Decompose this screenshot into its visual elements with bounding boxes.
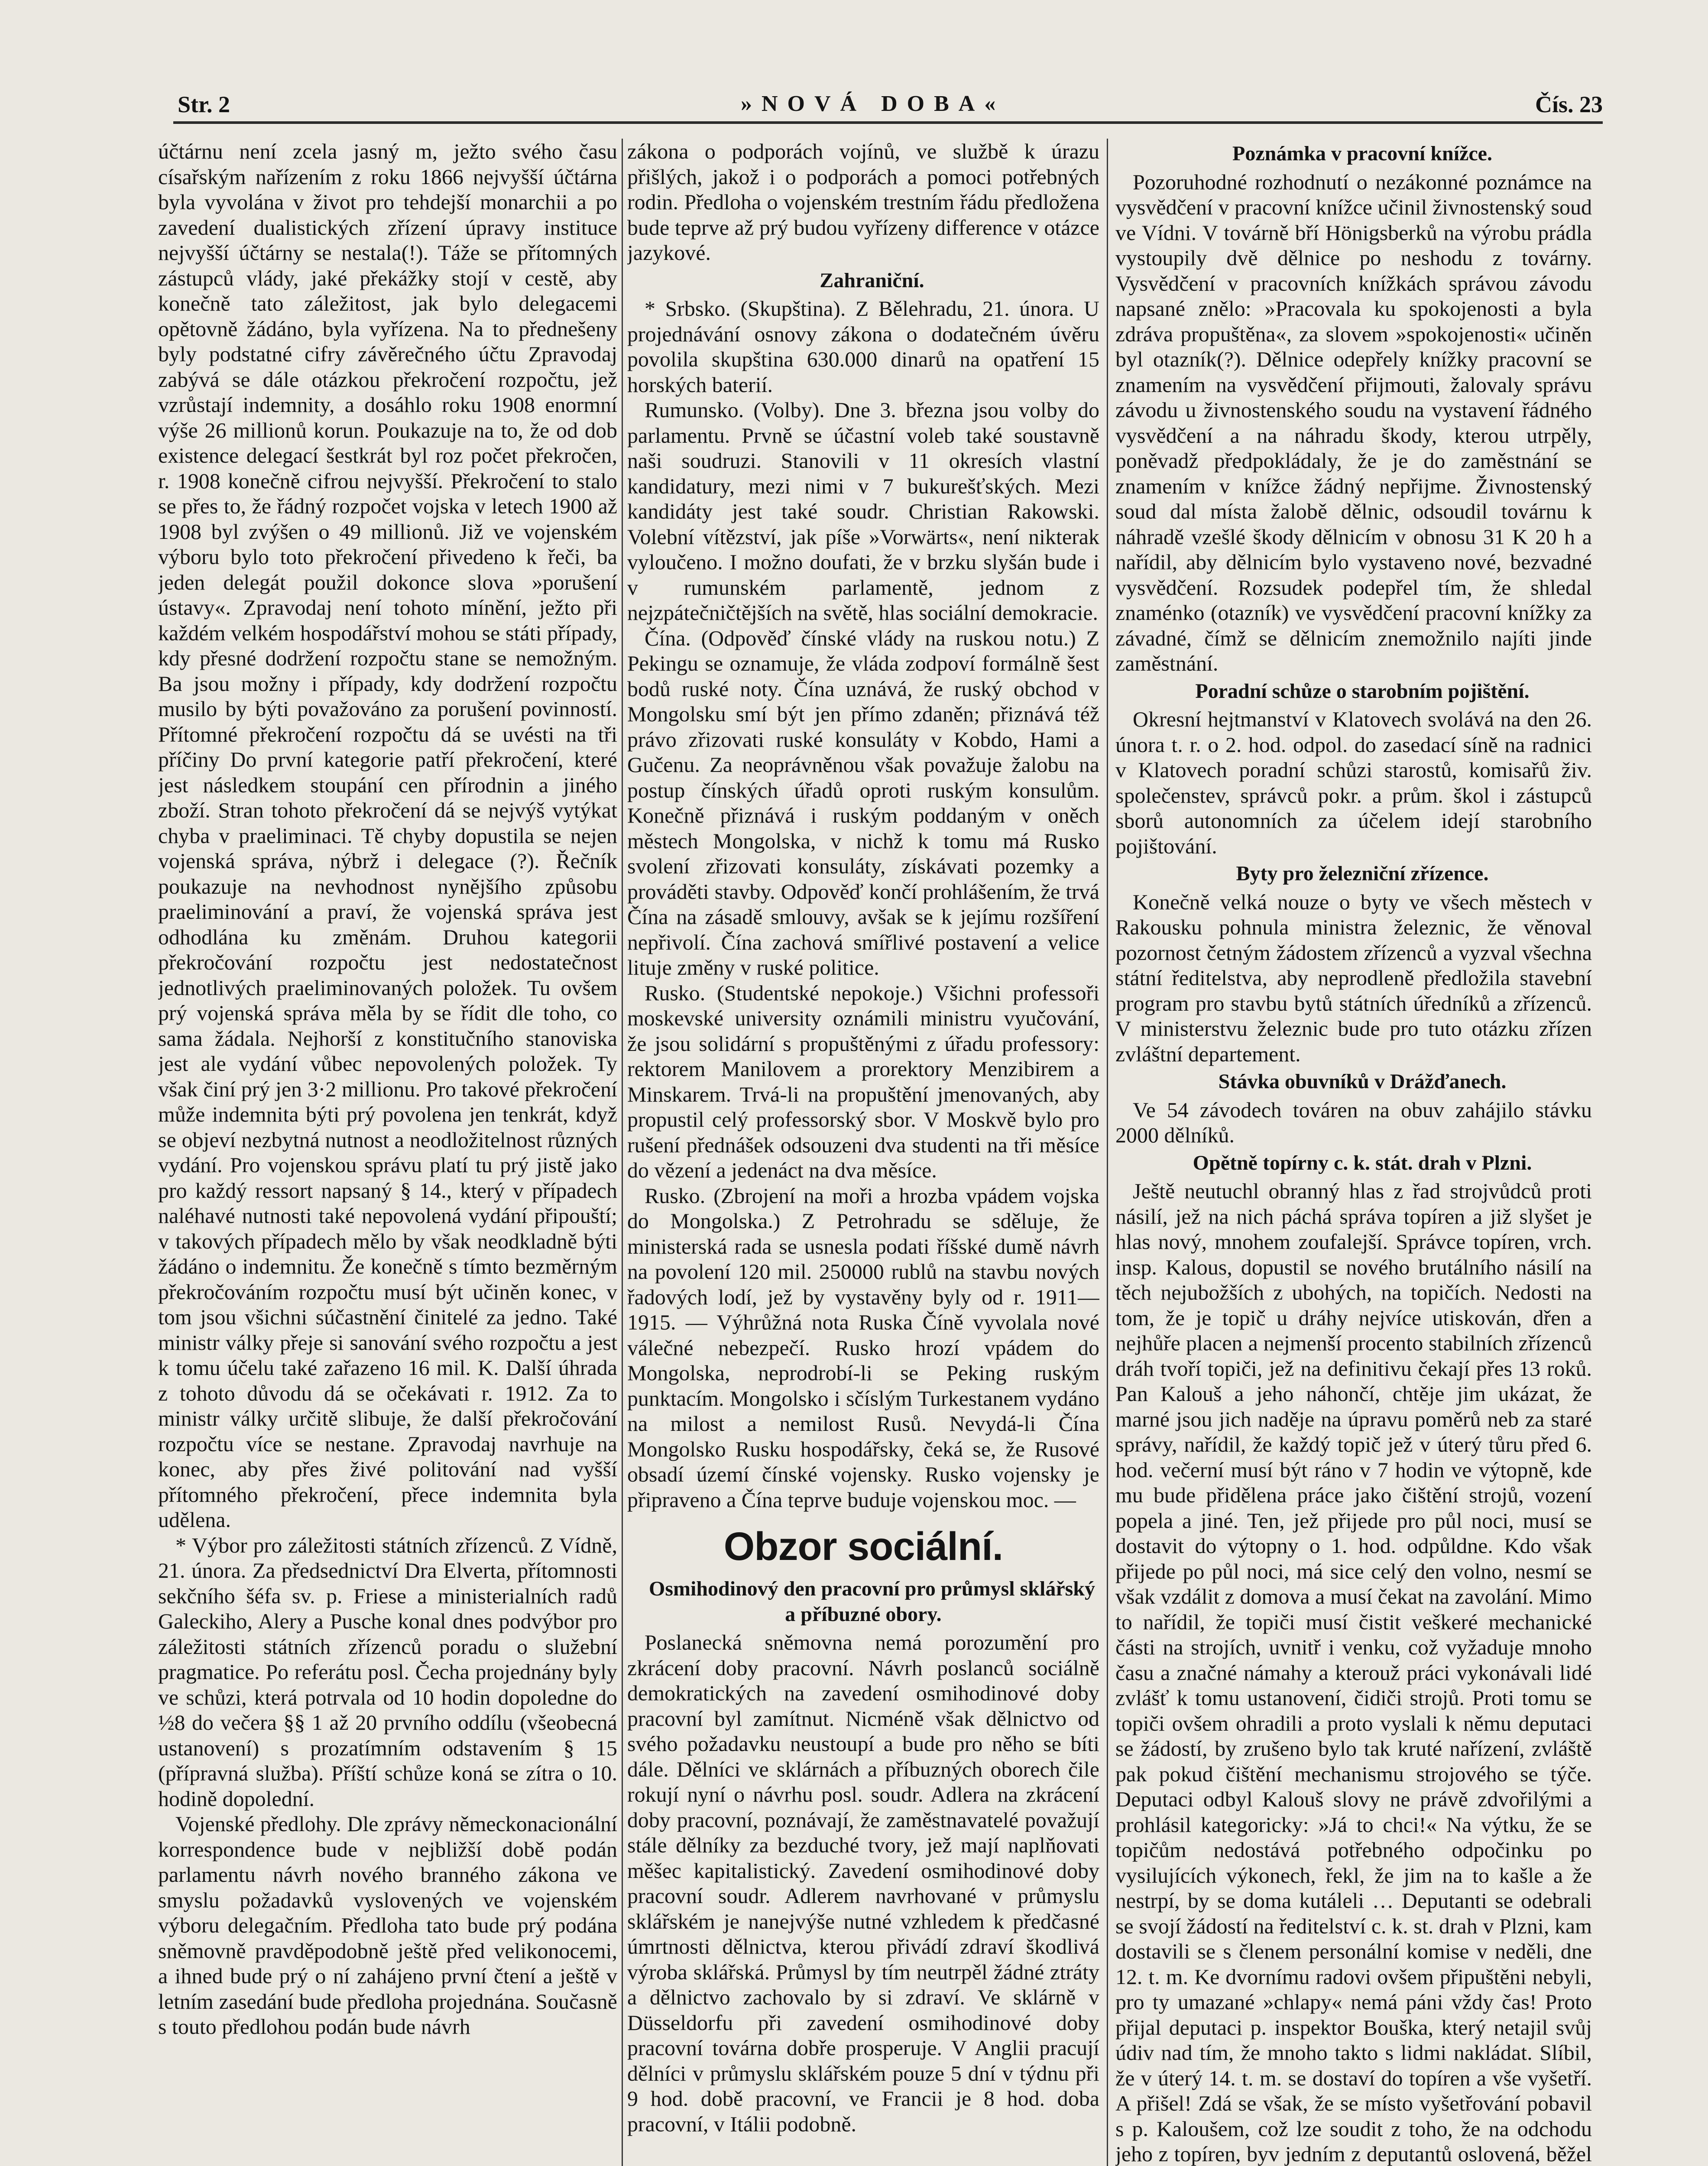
page-number: Str. 2 — [178, 91, 230, 117]
article-text: Rumunsko. (Volby). Dne 3. března jsou volby do parlamentu. Prvně se účastní voleb také soustavně naši soudruzi. Stanovili v 11 okresích vlastní kandidatury, mezi nimi v 7 bukurešťských. Mezi kandidáty jest také soudr. Christian Rakowski. Volební vítězství, jak píše »Vorwärts«, není nikterak vyloučeno. I možno doufati, že v brzku slyšán bude i v rumunském parlamentě, jednom z nejzpátečničtějších na světě, hlas sociální demokracie. — [627, 398, 1099, 625]
issue-number: Čís. 23 — [1535, 91, 1603, 117]
article-subheading: Osmihodinový den pracovní pro průmysl sklářský a příbuzné obory. — [648, 1577, 1095, 1626]
masthead-title: »NOVÁ DOBA« — [741, 91, 1005, 116]
article-text: Konečně velká nouze o byty ve všech městech v Rakousku pohnula ministra železnic, že věnoval pozornost četným žádostem zřízenců a vyzval všechna státní ředitelstva, aby neprodleně předložila stavební program pro stavbu bytů státních úředníků a zřízenců. V ministerstvu železnic bude pro tuto otázku zřízen zvláštní departement. — [1115, 889, 1592, 1066]
column-1 — [158, 139, 617, 2166]
article-heading: Opětně topírny c. k. stát. drah v Plzni. — [1193, 1151, 1532, 1174]
article-text: Rusko. (Studentské nepokoje.) Všichni professoři moskevské university oznámili ministru vyučování, že jsou solidární s propuštěnými z úřadu professory: rektorem Manilovem a prorektory Menzibirem a Minskarem. Trvá-li na propuštění jmenovaných, aby propustil celý professorský sbor. V Moskvě bylo pro rušení přednášek odsouzeni dva studenti na tři měsíce do vězení a jedenáct na dva měsíce. — [627, 980, 1099, 1182]
article-text: Ještě neutuchl obranný hlas z řad strojvůdců proti násilí, jež na nich páchá správa topíren a již slyšet je hlas nový, mnohem zoufalejší. Správce topíren, vrch. insp. Kalous, dopustil se nového brutálního násilí na těch nejubožších z ubohých, na topičích. Nedosti na tom, že je topič u dráhy nejvíce utiskován, dřen a nejhůře placen a nejmenší procento stabilních zřízenců dráh tvoří topiči, jež na definitivu čekají přes 13 roků. Pan Kalouš a jeho náhončí, chtěje jim ukázat, že marné jsou jich naděje na úpravu poměrů neb za staré správy, nařídil, že každý topič jež v úterý tůru před 6. hod. večerní musí být ráno v 7 hodin ve výtopně, kde mu bude přidělena práce jako čištění strojů, vození popela a jiné. Ten, jež přijede pro půl noci, musí se dostavit do výtopny o 1. hod. odpůldne. Kdo však přijede po půl noci, má sice celý den volno, nesmí se však vzdálit z domova a musí čekat na zavolání. Mimo to nařídil, že topiči musí čistit veškeré mechanické části na strojích, uvnitř i venku, což vyžaduje mnoho času a značné námahy a kterouž práci vykonávali lidé zvlášť k tomu ustanovení, čidiči strojů. Proti tomu se topiči ovšem ohradili a proto vyslali k němu deputaci se žádostí, by zrušeno bylo tak kruté nařízení, zvláště pak pokud čištění mechanismu strojového se týče. Deputaci odbyl Kalouš slovy ne právě zdvořilými a prohlásil kategoricky: »Já to chci!« Na výtku, že se topičům nedostává potřebného odpočinku po vysilujících výkonech, řekl, že jim na to kašle a že nestrpí, by se doma kutáleli … Deputanti se odebrali se svojí žádostí na ředitelství c. k. st. drah v Plzni, kam dostavili se s členem personální komise v neděli, dne 12. t. m. Ke dvornímu radovi ovšem připuštěni nebyli, pro ty umazané »chlapy« nemá páni vždy čas! Proto přijal deputaci p. inspektor Bouška, který netajil svůj údiv nad tím, že mnoho takto s lidmi nakládat. Slíbil, že v úterý 14. t. m. se dostaví do topíren a vše vyšetří. A přišel! Zdá se však, že se místo vyšetřování pobavil s p. Kaloušem, což lze soudit z toho, že na odchodu jeho z topíren, byv jedním z deputantů oslovená, běžel — [1115, 1179, 1592, 2166]
section-heading-social: Obzor sociální. — [723, 1524, 1003, 1569]
column-divider-2 — [1107, 139, 1108, 2166]
article-text: Čína. (Odpověď čínské vlády na ruskou notu.) Z Pekingu se oznamuje, že vláda zodpoví formálně šest bodů ruské noty. Čína uznává, že ruský obchod v Mongolsku smí být jen přímo zdaněn; přiznává též právo zřizovati ruské konsuláty v Kobdo, Hami a Gučenu. Za neoprávněnou však považuje žalobu na postup čínských úřadů oproti ruským konsulům. Konečně přiznává i ruským poddaným v oněch městech Mongolska, v nichž k tomu má Rusko svolení zřizovati konsuláty, získávati pozemky a prováděti stavby. Odpověď končí prohlášením, že trvá Čína na zásadě smlouvy, avšak se k jejímu rozšíření nepřivolí. Čína zachová smířlivé postavení a velice lituje změny v ruské politice. — [627, 626, 1099, 979]
article-text: * Výbor pro záležitosti státních zřízenců. Z Vídně, 21. února. Za předsednictví Dra Elverta, přítomnosti sekčního šéfa sv. p. Friese a ministerialních radů Galeckiho, Alery a Pusche konal dnes podvýbor pro záležitosti státních zřízenců poradu o služební pragmatice. Po referátu posl. Čecha projednány byly ve schůzi, která potrvala od 10 hodin dopoledne do ½8 do večera §§ 1 až 20 prvního oddílu (všeobecná ustanovení) s prozatímním odstavením § 15 (přípravná služba). Příští schůze koná se zítra o 10. hodině dopolední. — [158, 1533, 617, 1811]
article-text: zákona o podporách vojínů, ve službě k úrazu přišlých, jakož i o podporách a pomoci potřebných rodin. Předloha o vojenském trestním řádu předložena bude teprve až prý budou vyřízeny difference v otázce jazykové. — [627, 139, 1099, 265]
article-text: * Srbsko. (Skupština). Z Bělehradu, 21. února. U projednávání osnovy zákona o dodatečném úvěru povolila skupština 630.000 dinarů na opatření 15 horských baterií. — [627, 296, 1099, 397]
article-heading: Stávka obuvníků v Drážďanech. — [1218, 1070, 1507, 1093]
article-heading: Poradní schůze o starobním pojištění. — [1195, 679, 1530, 703]
article-heading: Poznámka v pracovní knížce. — [1232, 142, 1492, 165]
article-text: Okresní hejtmanství v Klatovech svolává na den 26. února t. r. o 2. hod. odpol. do zasedací síně na radnici v Klatovech poradní schůzi starostů, komisařů živ. společenstev, správců pokr. a prům. škol i zástupců sborů autonomních za účelem idejí starobního pojištování. — [1115, 707, 1592, 858]
article-text: Rusko. (Zbrojení na moři a hrozba vpádem vojska do Mongolska.) Z Petrohradu se sděluje, že ministerská rada se usnesla podati říšské dumě návrh na povolení 120 mil. 250000 rublů na stavbu nových řadových lodí, jež by vystavěny byly od r. 1911—1915. — Výhrůžná nota Ruska Číně vyvolala nové válečné nebezpečí. Rusko hrozí vpádem do Mongolska, neprodrobí-li se Peking ruským punktacím. Mongolsko i sčíslým Turkestanem vydáno na milost a nemilost Rusů. Nevydá-li Čína Mongolsko Rusku hospodářsky, čeká se, že Rusové obsadí území čínské vojensky. Rusko vojensky je připraveno a Čína teprve buduje vojenskou moc. — — [627, 1183, 1099, 1512]
article-text: Vojenské předlohy. Dle zprávy německonacionální korrespondence bude v nejbližší době podán parlamentu návrh nového branného zákona ve smyslu požadavků vyslovených ve vojenském výboru delegačním. Předloha tato bude prý podána sněmovně pravděpodobně ještě před velikonocemi, a ihned bude prý o ní zahájeno první čtení a ještě v letním zasedání bude předloha projednána. Současně s touto předlohou podán bude návrh — [158, 1812, 617, 2039]
article-heading: Byty pro železniční zřízence. — [1236, 862, 1489, 885]
section-heading-foreign: Zahraniční. — [820, 269, 924, 292]
column-2 — [627, 139, 1099, 2166]
column-divider-1 — [622, 139, 623, 2166]
article-text: Ve 54 závodech továren na obuv zahájilo stávku 2000 dělníků. — [1115, 1097, 1592, 1147]
header-rule — [173, 121, 1603, 124]
column-3 — [1115, 139, 1592, 2166]
article-text: Poslanecká sněmovna nemá porozumění pro zkrácení doby pracovní. Návrh poslanců sociálně demokratických na zavedení osmihodinové doby pracovní byl zamítnut. Nicméně však dělnictvo od svého požadavku neustoupí a bude pro něho se bíti dále. Dělníci ve sklárnách a příbuzných oborech čile rokují nyní o návrhu posl. soudr. Adlera na zkrácení doby pracovní, poznávají, že zaměstnavatelé považují stále dělníky za bezduché tvory, jež mají naplňovati měšec kapitalistický. Zavedení osmihodinové doby pracovní soudr. Adlerem navrhované v průmyslu sklářském je nanejvýše nutné vzhledem k předčasné úmrtnosti dělnictva, kterou přivádí zdraví škodlivá výroba sklářská. Průmysl by tím neutrpěl žádné ztráty a dělnictvo zachovalo by si zdraví. Ve sklárně v Düsseldorfu při zavedení osmihodinové doby pracovní továrna dobře prosperuje. V Anglii pracují dělníci v průmyslu sklářském pouze 5 dní v týdnu při 9 hod. době pracovní, ve Francii je 8 hod. doba pracovní, v Itálii podobně. — [627, 1630, 1099, 2136]
article-text: účtárnu není zcela jasný m, ježto svého času císařským nařízením z roku 1866 nejvyšší účtárna byla vyvolána v život pro tehdejší monarchii a po zavedení dualistických zřízení úpravy instituce nejvyšší účtárny se nestala(!). Táže se přítomných zástupců vlády, jaké překážky stojí v cestě, aby konečně tato záležitost, jak bylo delegacemi opětovně žádáno, byla vyřízena. Na to přednešeny byly podstatné cifry závěrečného účtu Zpravodaj zabývá se dále otázkou překročení rozpočtu, jež vzrůstají indemnity, a dosáhlo roku 1908 enormní výše 26 millionů korun. Poukazuje na to, že od dob existence delegací šestkrát byl roz počet překročen, r. 1908 konečně cifrou nejvyšší. Překročení to stalo se přes to, že řádný rozpočet vojska v letech 1900 až 1908 byl zvýšen o 49 millionů. Již ve vojenském výboru bylo toto překročení přivedeno k řeči, ba jeden delegát použil dokonce slova »porušení ústavy«. Zpravodaj není tohoto mínění, ježto při každém velkém hospodářství mohou se státi případy, kdy přesné dodržení rozpočtu stane se nemožným. Ba jsou možny i případy, kdy dodržení rozpočtu musilo by býti považováno za porušení povinností. Přítomné překročení rozpočtu dá se uvésti na tři příčiny Do první kategorie patří překročení, které jest následkem stoupání cen přírodnin a jiného zboží. Stran tohoto překročení dá se nejvýš vytýkat chyba v praeliminaci. Tě chyby dopustila se nejen vojenská správa, nýbrž i delegace (?). Řečník poukazuje na nevhodnost nynějšího způsobu praeliminování a praví, že vojenská správa jest odhodlána ku změnám. Druhou kategorii překročování rozpočtu jest nedostatečnost jednotlivých praeliminovaných položek. Tu ovšem prý vojenská správa měla by se řídit dle toho, co sama žádala. Nejhorší z konstitučního stanoviska jest ale vydání vůbec nepovolených položek. Ty však činí prý jen 3·2 millionu. Pro takové překročení může indemnita býti prý povolena jen tenkrát, když se objeví nezbytná nutnost a neodložitelnost různých vydání. Pro vojenskou správu platí tu prý jistě jako pro každý ressort napsaný § 14., který v případech naléhavé nutnosti také nepovolená vydání připouští; v takových případech mělo by však neodkladně býti žádáno o indemnitu. Že konečně s tímto bezměrným překročováním rozpočtu musí být učiněn konec, v tom jsou všichni súčastnění činitelé za jedno. Také ministr války přeje si sanování svého rozpočtu a jest k tomu účelu také zařazeno 16 mil. K. Další úhrada z tohoto důvodu dá se očekávati r. 1912. Za to ministr války určitě slibuje, že další překročování rozpočtu více se nestane. Zpravodaj navrhuje na konec, aby přes živé politování nad vyšší přítomného překročení, přece indemnita byla udělena. — [158, 139, 617, 1532]
article-text: Pozoruhodné rozhodnutí o nezákonné poznámce na vysvědčení v pracovní knížce učinil živnostenský soud ve Vídni. V továrně bří Hönigsberků na výrobu prádla vystoupily dvě dělnice po neshodu z továrny. Vysvědčení v pracovních knížkách správou závodu napsané znělo: »Pracovala ku spokojenosti a byla zdráva propuštěna«, za slovem »spokojenosti« učiněn byl otazník(?). Dělnice odepřely knížky pracovní se znamením na vysvědčení přijmouti, žalovaly správu závodu u živnostenského soudu na vystavení řádného vysvědčení a na náhradu škody, kterou utrpěly, poněvadž předpokládaly, že je do zaměstnání se znamením v knížce žádný nepřijme. Živnostenský soud dal místa žalobě dělnic, odsoudil továrnu k náhradě vzešlé škody dělnicím v obnosu 31 K 20 h a nařídil, aby dělnicím bylo vystaveno nové, bezvadné vysvědčení. Rozsudek podepřel tím, že shledal znaménko (otazník) ve vysvědčení pracovní knížky za závadné, čímž se dělnicím znemožnilo najíti jinde zaměstnání. — [1115, 169, 1592, 675]
page-header — [178, 87, 1603, 126]
